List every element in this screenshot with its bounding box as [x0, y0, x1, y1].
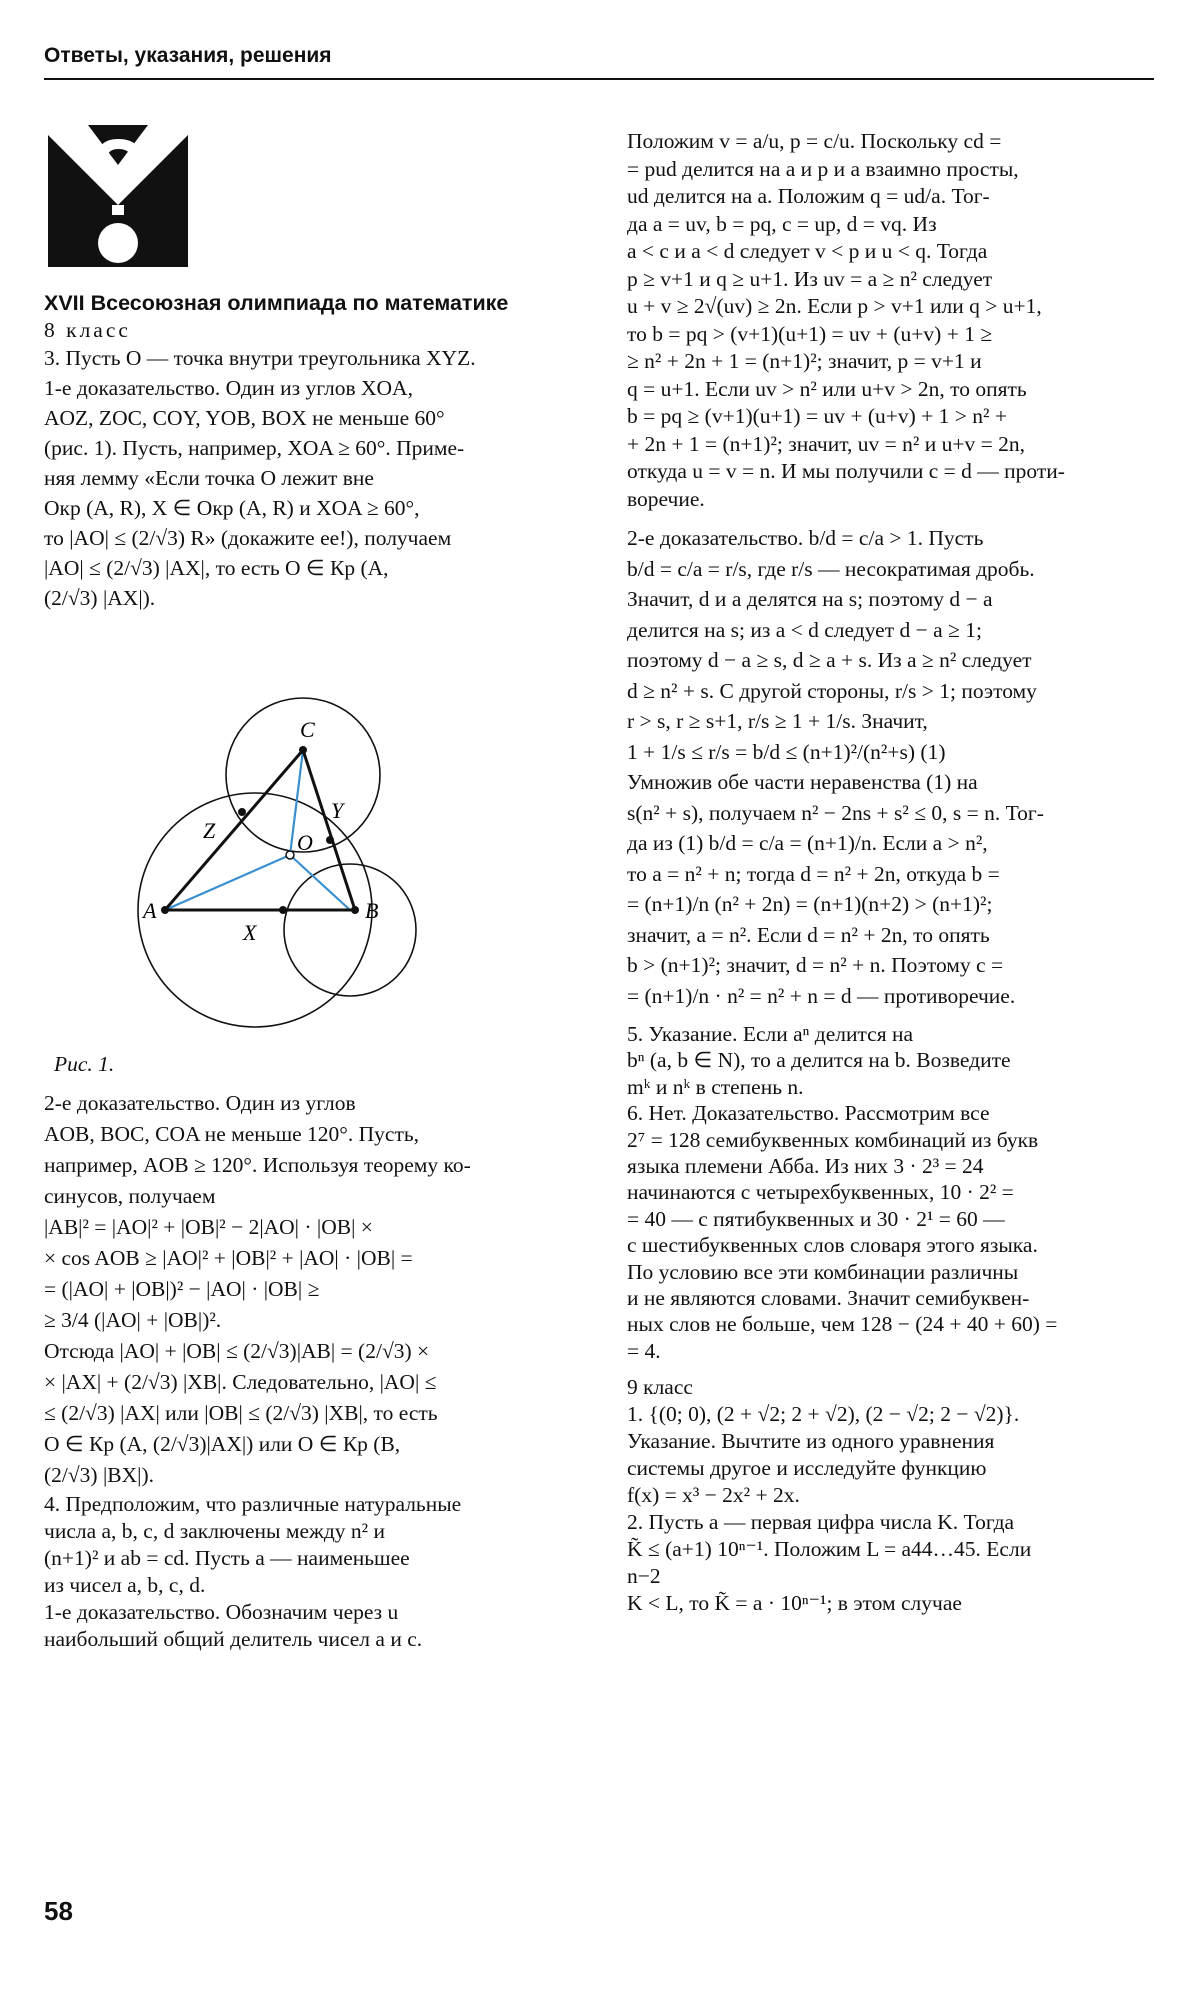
page-number: 58 [44, 1896, 73, 1926]
text-line: системы другое и исследуйте функцию [627, 1456, 987, 1481]
text-line: няя лемму «Если точка O лежит вне [44, 466, 374, 491]
text-line: то a = n² + n; тогда d = n² + 2n, откуда b = [627, 861, 1000, 886]
segment-xyz [193, 845, 222, 910]
problem-4-text [44, 1491, 584, 1653]
circle-b [284, 864, 416, 996]
text-line: 1-е доказательство. Обозначим через u [44, 1600, 399, 1624]
text-line: + 2n + 1 = (n+1)²; значит, uv = n² и u+v = 2n, [627, 431, 1025, 456]
text-line: например, AOB ≥ 120°. Используя теорему ко- [44, 1153, 471, 1177]
text-line: 2. Пусть a — первая цифра числа K. Тогда [627, 1510, 1015, 1535]
figure-caption: Рис. 1. [54, 1052, 115, 1076]
text-line: 1. {(0; 0), (2 + √2; 2 + √2), (2 − √2; 2 − √2)}. [627, 1402, 1020, 1427]
left-column-lower [44, 1088, 584, 1653]
text-line: 3. Пусть O — точка внутри треугольника XYZ. [44, 346, 476, 371]
label-y: Y [331, 798, 344, 823]
text-line: Положим v = a/u, p = c/u. Поскольку cd = [627, 129, 1002, 153]
problem-3-text [44, 343, 584, 613]
text-line: ≤ (2/√3) |AX| или |OB| ≤ (2/√3) |XB|, то есть [44, 1401, 438, 1425]
text-line: да из (1) b/d = c/a = (n+1)/n. Если a > n², [627, 831, 988, 855]
text-line: = (n+1)/n (n² + 2n) = (n+1)(n+2) > (n+1)²; [627, 892, 993, 916]
text-line: делится на s; из a < d следует d − a ≥ 1; [627, 617, 982, 642]
text-line: |AB|² = |AO|² + |OB|² − 2|AO| · |OB| × [44, 1215, 373, 1239]
text-line: ud делится на a. Положим q = ud/a. Тог- [627, 184, 990, 208]
text-line: = (n+1)/n · n² = n² + n = d — противоречие. [627, 983, 1016, 1008]
text-line: с шестибуквенных слов словаря этого языка. [627, 1233, 1038, 1258]
text-line: Отсюда |AO| + |OB| ≤ (2/√3)|AB| = (2/√3) × [44, 1339, 430, 1363]
text-line: откуда u = v = n. И мы получили c = d — проти- [627, 459, 1065, 483]
label-b: B [365, 898, 379, 923]
running-header: Ответы, указания, решения [44, 44, 332, 67]
text-line: синусов, получаем [44, 1184, 216, 1208]
text-line: 1-е доказательство. Один из углов XOA, [44, 376, 413, 401]
text-line: K < L, то K̃ = a · 10ⁿ⁻¹; в этом случае [627, 1591, 962, 1616]
grade-9-section [627, 1374, 1155, 1617]
text-line: b = pq ≥ (v+1)(u+1) = uv + (u+v) + 1 > n² + [627, 404, 1007, 428]
text-line: a < c и a < d следует v < p и u < q. Тогда [627, 239, 988, 263]
label-x: X [243, 920, 257, 945]
text-line: s(n² + s), получаем n² − 2ns + s² ≤ 0, s = n. Тог- [627, 800, 1044, 825]
text-line: |AO| ≤ (2/√3) |AX|, то есть O ∈ Кр (A, [44, 556, 389, 581]
text-line: наибольший общий делитель чисел a и c. [44, 1627, 423, 1651]
text-line: 9 класс [627, 1375, 693, 1400]
text-line: 2⁷ = 128 семибуквенных комбинаций из букв [627, 1127, 1039, 1152]
text-line: = pud делится на a и p и a взаимно просты, [627, 156, 1019, 181]
text-line: K̃ ≤ (a+1) 10ⁿ⁻¹. Положим L = a44…45. Если [627, 1537, 1032, 1562]
text-line: × cos AOB ≥ |AO|² + |OB|² + |AO| · |OB| = [44, 1246, 413, 1270]
text-line: (2/√3) |AX|). [44, 586, 156, 611]
text-line: ≥ 3/4 (|AO| + |OB|)². [44, 1308, 222, 1332]
text-line: Указание. Вычтите из одного уравнения [627, 1429, 995, 1454]
text-line: (n+1)² и ab = cd. Пусть a — наименьшее [44, 1546, 410, 1570]
text-line: bⁿ (a, b ∈ N), то a делится на b. Возведите [627, 1048, 1011, 1073]
text-line: = (|AO| + |OB|)² − |AO| · |OB| ≥ [44, 1277, 320, 1301]
text-line: d ≥ n² + s. С другой стороны, r/s > 1; поэтому [627, 678, 1037, 703]
text-line: = 40 — с пятибуквенных и 30 · 2¹ = 60 — [627, 1206, 1005, 1231]
label-c: C [300, 717, 315, 742]
triangle-abc [165, 750, 355, 910]
label-z: Z [203, 818, 216, 843]
text-line: b > (n+1)²; значит, d = n² + n. Поэтому c = [627, 953, 1004, 977]
text-line: (2/√3) |BX|). [44, 1463, 154, 1487]
text-line: AOB, BOC, COA не меньше 120°. Пусть, [44, 1122, 420, 1146]
text-line: 1 + 1/s ≤ r/s = b/d ≤ (n+1)²/(n²+s) (1) [627, 739, 946, 764]
problems-5-6-text [627, 1021, 1155, 1364]
text-line: воречие. [627, 486, 705, 511]
text-line: Умножив обе части неравенства (1) на [627, 770, 978, 794]
grade-8-label: 8 класс [44, 317, 131, 342]
text-line: начинаются с четырехбуквенных, 10 · 2² = [627, 1180, 1014, 1205]
figure-1-diagram [135, 665, 555, 1065]
text-line: 6. Нет. Доказательство. Рассмотрим все [627, 1101, 990, 1126]
text-line: (рис. 1). Пусть, например, XOA ≥ 60°. Приме- [44, 436, 465, 461]
text-line: mᵏ и nᵏ в степень n. [627, 1074, 804, 1099]
text-line: = 4. [627, 1338, 661, 1363]
left-column [44, 290, 584, 613]
problem-4-continued [627, 128, 1155, 513]
segment-ao [165, 855, 290, 910]
text-line: то |AO| ≤ (2/√3) R» (докажите ее!), получаем [44, 526, 452, 551]
text-line: r > s, r ≥ s+1, r/s ≥ 1 + 1/s. Значит, [627, 709, 928, 733]
text-line: числа a, b, c, d заключены между n² и [44, 1519, 385, 1543]
text-line: и не являются словами. Значит семибуквен- [627, 1286, 1030, 1311]
text-line: O ∈ Кр (A, (2/√3)|AX|) или O ∈ Кр (B, [44, 1432, 401, 1456]
text-line: ных слов не больше, чем 128 − (24 + 40 + 60) = [627, 1312, 1058, 1337]
text-line: Значит, d и a делятся на s; поэтому d − a [627, 587, 993, 611]
text-line: языка племени Абба. Из них 3 · 2³ = 24 [627, 1154, 984, 1179]
text-line: По условию все эти комбинации различны [627, 1259, 1019, 1284]
label-o: O [297, 830, 313, 855]
text-line: Окр (A, R), X ∈ Окр (A, R) и XOA ≥ 60°, [44, 496, 420, 521]
text-line: 4. Предположим, что различные натуральные [44, 1492, 462, 1516]
text-line: то b = pq > (v+1)(u+1) = uv + (u+v) + 1 ≥ [627, 321, 993, 346]
text-line: q = u+1. Если uv > n² или u+v > 2n, то опять [627, 376, 1027, 401]
text-line: из чисел a, b, c, d. [44, 1573, 206, 1597]
label-a: A [143, 898, 157, 923]
text-line: u + v ≥ 2√(uv) ≥ 2n. Если p > v+1 или q > u+1, [627, 294, 1042, 318]
text-line: 5. Указание. Если aⁿ делится на [627, 1022, 914, 1046]
header-rule [44, 78, 1154, 80]
text-line: поэтому d − a ≥ s, d ≥ a + s. Из a ≥ n² следует [627, 648, 1032, 672]
text-line: AOZ, ZOC, COY, YOB, BOX не меньше 60° [44, 406, 445, 431]
text-line: p ≥ v+1 и q ≥ u+1. Из uv = a ≥ n² следует [627, 266, 993, 291]
section-title: XVII Всесоюзная олимпиада по математике [44, 291, 509, 315]
problem-4-second-proof [627, 523, 1155, 1011]
text-line: b/d = c/a = r/s, где r/s — несократимая дробь. [627, 556, 1035, 581]
text-line: f(x) = x³ − 2x² + 2x. [627, 1483, 800, 1508]
text-line: ≥ n² + 2n + 1 = (n+1)²; значит, p = v+1 и [627, 349, 982, 373]
text-line: значит, a = n². Если d = n² + 2n, то опять [627, 922, 990, 947]
text-line: × |AX| + (2/√3) |XB|. Следовательно, |AO| ≤ [44, 1370, 437, 1394]
text-line: да a = uv, b = pq, c = up, d = vq. Из [627, 211, 937, 236]
question-mark-logo [48, 125, 188, 267]
text-line: 2-е доказательство. b/d = c/a > 1. Пусть [627, 526, 984, 550]
text-line: 2-е доказательство. Один из углов [44, 1091, 356, 1115]
problem-3-second-proof [44, 1088, 584, 1491]
right-column [627, 128, 1155, 1617]
text-line: n−2 [627, 1564, 661, 1589]
